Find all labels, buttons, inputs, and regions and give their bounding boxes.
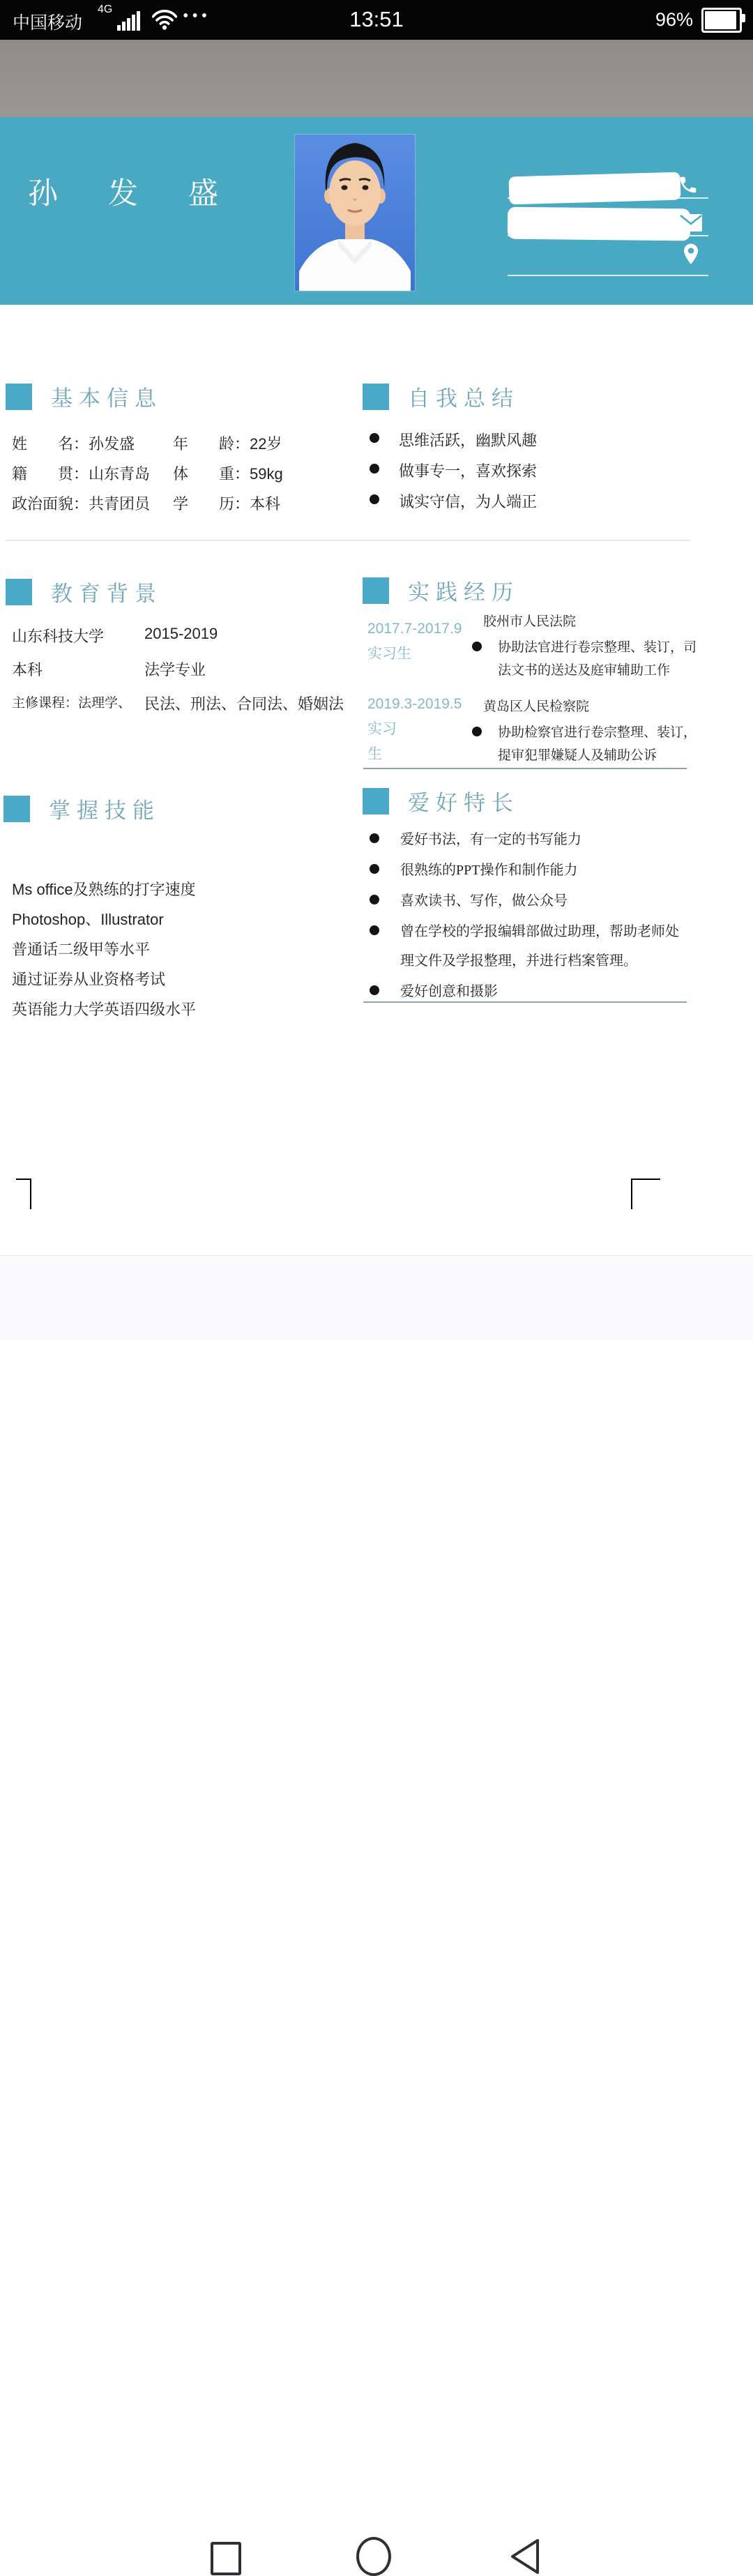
basic-info-row: 籍 贯：山东青岛 体 重：59kg	[12, 465, 283, 483]
experience-date: 2019.3-2019.5实习 生	[367, 696, 462, 762]
bullet-icon	[472, 642, 482, 651]
contact-underline	[508, 235, 708, 236]
wifi-icon	[152, 10, 177, 31]
back-button back-icon[interactable]	[505, 2538, 542, 2575]
document-background	[0, 40, 753, 117]
basic-info-row: 政治面貌：共青团员 学 历：本科	[12, 495, 281, 513]
experience-entry	[367, 692, 697, 767]
basic-info-row: 姓 名：孙发盛 年 龄：22岁	[12, 435, 282, 453]
section-divider	[6, 540, 690, 541]
navigation-bar	[0, 1255, 753, 1340]
section-header-basic-info	[6, 381, 162, 412]
phone-icon	[678, 174, 699, 195]
section-header-education	[6, 576, 162, 607]
section-title: 基本信息	[51, 386, 162, 411]
experience-description: 协助法官进行卷宗整理、装订，司 法文书的送达及庭审辅助工作	[498, 640, 697, 678]
more-icon: •••	[183, 7, 211, 25]
experience-company: 胶州市人民法院	[483, 614, 577, 629]
section-title: 掌握技能	[49, 798, 160, 823]
contact-underline	[508, 275, 708, 276]
list-item: 做事专一，喜欢探索	[370, 457, 697, 487]
bullet-icon	[370, 433, 379, 443]
list-item: 诚实守信，为人端正	[370, 488, 697, 518]
experience-description: 协助检察官进行卷宗整理、装订， 提审犯罪嫌疑人及辅助公诉	[498, 725, 697, 763]
experience-date: 2017.7-2017.9 实习生	[367, 621, 462, 662]
section-square-icon	[6, 384, 32, 410]
experience-company: 黄岛区人民检察院	[483, 699, 590, 714]
network-type-badge: 4G	[98, 3, 113, 15]
list-item: 普通话二级甲等水平	[12, 941, 151, 958]
section-header-self-summary	[363, 381, 519, 412]
education-row: 主修课程：法理学、 民法、刑法、合同法、婚姻法	[12, 695, 344, 713]
section-title: 自我总结	[408, 386, 519, 411]
section-square-icon	[363, 577, 389, 604]
list-item: 思维活跃，幽默风趣	[370, 427, 697, 457]
list-item: Photoshop、Illustrator	[12, 911, 164, 928]
bullet-icon	[370, 925, 379, 935]
section-title: 实践经历	[408, 580, 519, 605]
list-item: Ms office及熟练的打字速度	[12, 881, 196, 898]
list-item: 曾在学校的学报编辑部做过助理，帮助老师处理文件及学报整理，并进行档案管理。	[370, 917, 697, 976]
contact-underline	[508, 197, 708, 199]
page-corner-mark	[631, 1179, 660, 1209]
status-bar	[0, 0, 753, 40]
bullet-icon	[370, 895, 379, 904]
page-corner-mark	[16, 1179, 31, 1209]
section-square-icon	[3, 796, 30, 822]
hobbies-list	[370, 825, 697, 1008]
location-icon	[680, 243, 701, 269]
battery-percent: 96%	[655, 9, 693, 30]
bullet-icon	[370, 464, 379, 473]
section-square-icon	[363, 788, 389, 815]
list-item: 很熟练的PPT操作和制作能力	[370, 856, 697, 885]
list-item: 爱好书法，有一定的书写能力	[370, 825, 697, 854]
education-row: 本科 法学专业	[12, 661, 206, 679]
education-row: 山东科技大学 2015-2019	[12, 625, 218, 645]
list-item: 英语能力大学英语四级水平	[12, 1001, 197, 1018]
phone-redaction	[508, 172, 680, 205]
resume-header	[0, 117, 753, 384]
self-summary-list	[370, 427, 697, 519]
section-divider	[363, 768, 687, 769]
email-icon	[679, 213, 703, 232]
list-item: 爱好创意和摄影	[370, 977, 697, 1006]
clock: 13:51	[349, 7, 404, 31]
experience-entry	[367, 611, 697, 682]
bullet-icon	[472, 727, 482, 736]
candidate-photo	[295, 135, 415, 291]
candidate-name: 孙发盛	[28, 178, 268, 211]
section-divider	[363, 1001, 687, 1003]
location-text: 青岛，黄岛	[512, 367, 599, 384]
section-header-skills	[3, 793, 160, 824]
battery-group	[655, 0, 742, 40]
battery-icon	[701, 8, 742, 33]
list-item: 通过证券从业资格考试	[12, 971, 166, 988]
section-square-icon	[6, 579, 32, 605]
carrier-label: 中国移动	[13, 13, 83, 33]
bullet-icon	[370, 985, 379, 995]
section-header-experience	[363, 575, 519, 606]
signal-strength-icon	[117, 10, 144, 31]
list-item: 喜欢读书、写作，做公众号	[370, 886, 697, 916]
recents-button square-icon[interactable]	[211, 2542, 241, 2575]
section-title: 爱好特长	[408, 791, 519, 815]
section-title: 教育背景	[51, 582, 162, 606]
section-header-hobbies	[363, 785, 519, 817]
bullet-icon	[370, 833, 379, 843]
bullet-icon	[370, 494, 379, 504]
home-button circle-icon[interactable]	[356, 2537, 391, 2576]
bullet-icon	[370, 864, 379, 874]
skills-list	[12, 876, 347, 1026]
section-square-icon	[363, 384, 389, 410]
